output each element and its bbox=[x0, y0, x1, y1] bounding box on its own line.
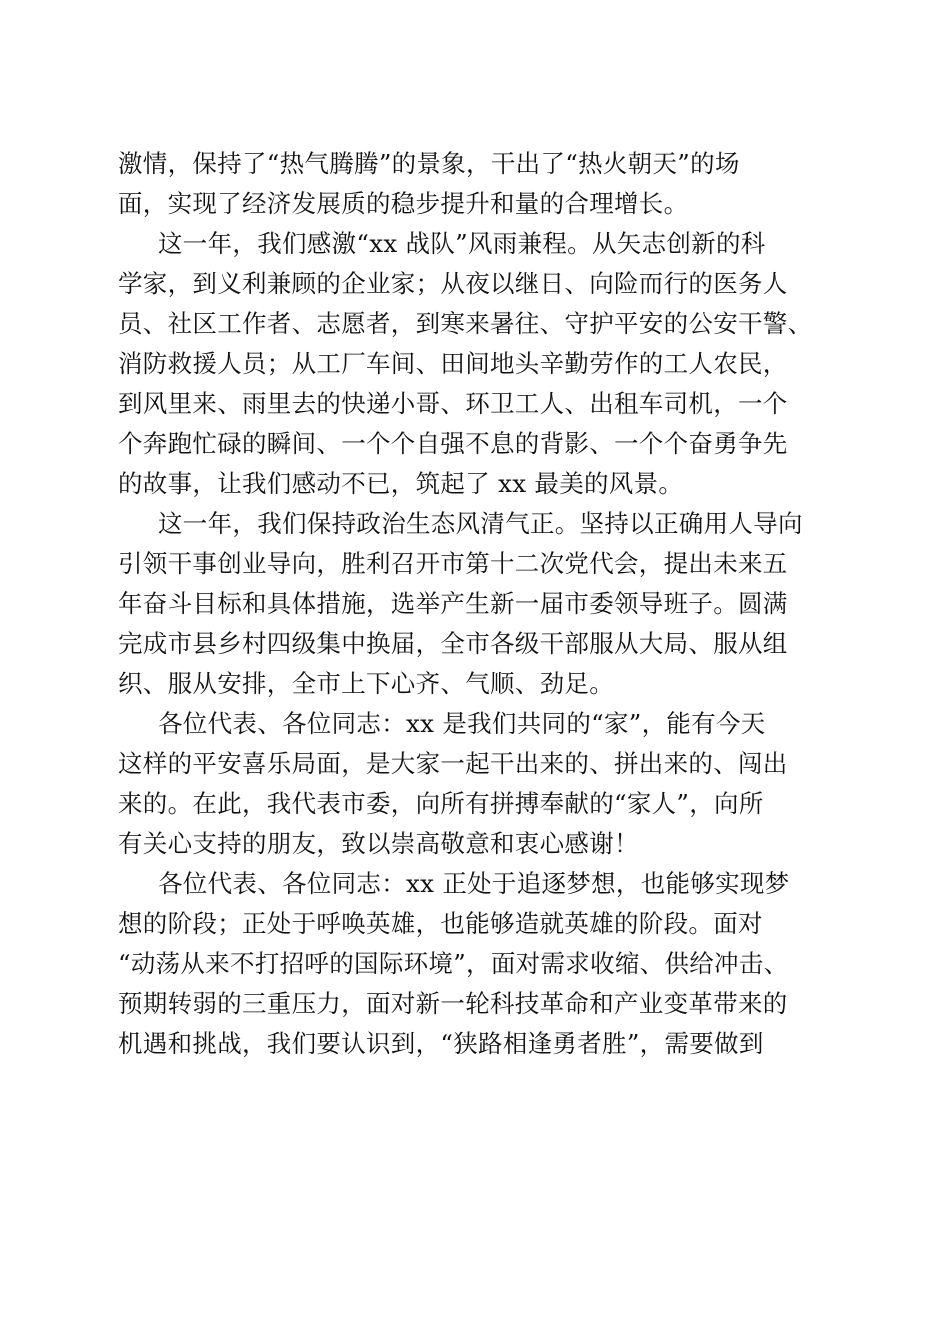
text-line: 预期转弱的三重压力，面对新一轮科技革命和产业变革带来的 bbox=[118, 989, 788, 1018]
text-line: 机遇和挑战，我们要认识到，“狭路相逢勇者胜”，需要做到 bbox=[118, 1029, 764, 1058]
text-line: 各位代表、各位同志：xx 是我们共同的“家”，能有今天 bbox=[158, 709, 766, 738]
text-line: 个奔跑忙碌的瞬间、一个个自强不息的背影、一个个奋勇争先 bbox=[118, 429, 788, 458]
text-line: 来的。在此，我代表市委，向所有拼搏奉献的“家人”，向所 bbox=[118, 789, 764, 818]
text-line: “动荡从来不打招呼的国际环境”，面对需求收缩、供给冲击、 bbox=[118, 949, 789, 978]
text-line: 织、服从安排，全市上下心齐、气顺、劲足。 bbox=[118, 669, 614, 698]
text-line: 完成市县乡村四级集中换届，全市各级干部服从大局、服从组 bbox=[118, 629, 788, 658]
paragraph bbox=[118, 864, 838, 1064]
paragraph bbox=[118, 704, 838, 864]
text-line: 这一年，我们保持政治生态风清气正。坚持以正确用人导向 bbox=[158, 509, 803, 538]
text-line: 各位代表、各位同志：xx 正处于追逐梦想，也能够实现梦 bbox=[158, 869, 790, 898]
text-line: 年奋斗目标和具体措施，选举产生新一届市委领导班子。圆满 bbox=[118, 589, 788, 618]
text-line: 想的阶段；正处于呼唤英雄，也能够造就英雄的阶段。面对 bbox=[118, 909, 763, 938]
text-line: 这样的平安喜乐局面，是大家一起干出来的、拼出来的、闯出 bbox=[118, 749, 788, 778]
paragraph bbox=[118, 144, 838, 224]
text-line: 的故事，让我们感动不已，筑起了 xx 最美的风景。 bbox=[118, 469, 684, 498]
text-line: 学家，到义利兼顾的企业家；从夜以继日、向险而行的医务人 bbox=[118, 269, 788, 298]
text-line: 有关心支持的朋友，致以崇高敬意和衷心感谢！ bbox=[118, 829, 639, 858]
text-line: 到风里来、雨里去的快递小哥、环卫工人、出租车司机，一个 bbox=[118, 389, 788, 418]
text-line: 激情，保持了“热气腾腾”的景象，干出了“热火朝天”的场 bbox=[118, 149, 740, 178]
text-line: 面，实现了经济发展质的稳步提升和量的合理增长。 bbox=[118, 189, 689, 218]
text-line: 这一年，我们感激“xx 战队”风雨兼程。从矢志创新的科 bbox=[158, 229, 766, 258]
text-line: 引领干事创业导向，胜利召开市第十二次党代会，提出未来五 bbox=[118, 549, 788, 578]
paragraph bbox=[118, 504, 838, 704]
text-line: 员、社区工作者、志愿者，到寒来暑往、守护平安的公安干警、 bbox=[118, 309, 813, 338]
text-line: 消防救援人员；从工厂车间、田间地头辛勤劳作的工人农民， bbox=[118, 349, 788, 378]
paragraph bbox=[118, 224, 838, 504]
document-body bbox=[118, 144, 838, 1064]
